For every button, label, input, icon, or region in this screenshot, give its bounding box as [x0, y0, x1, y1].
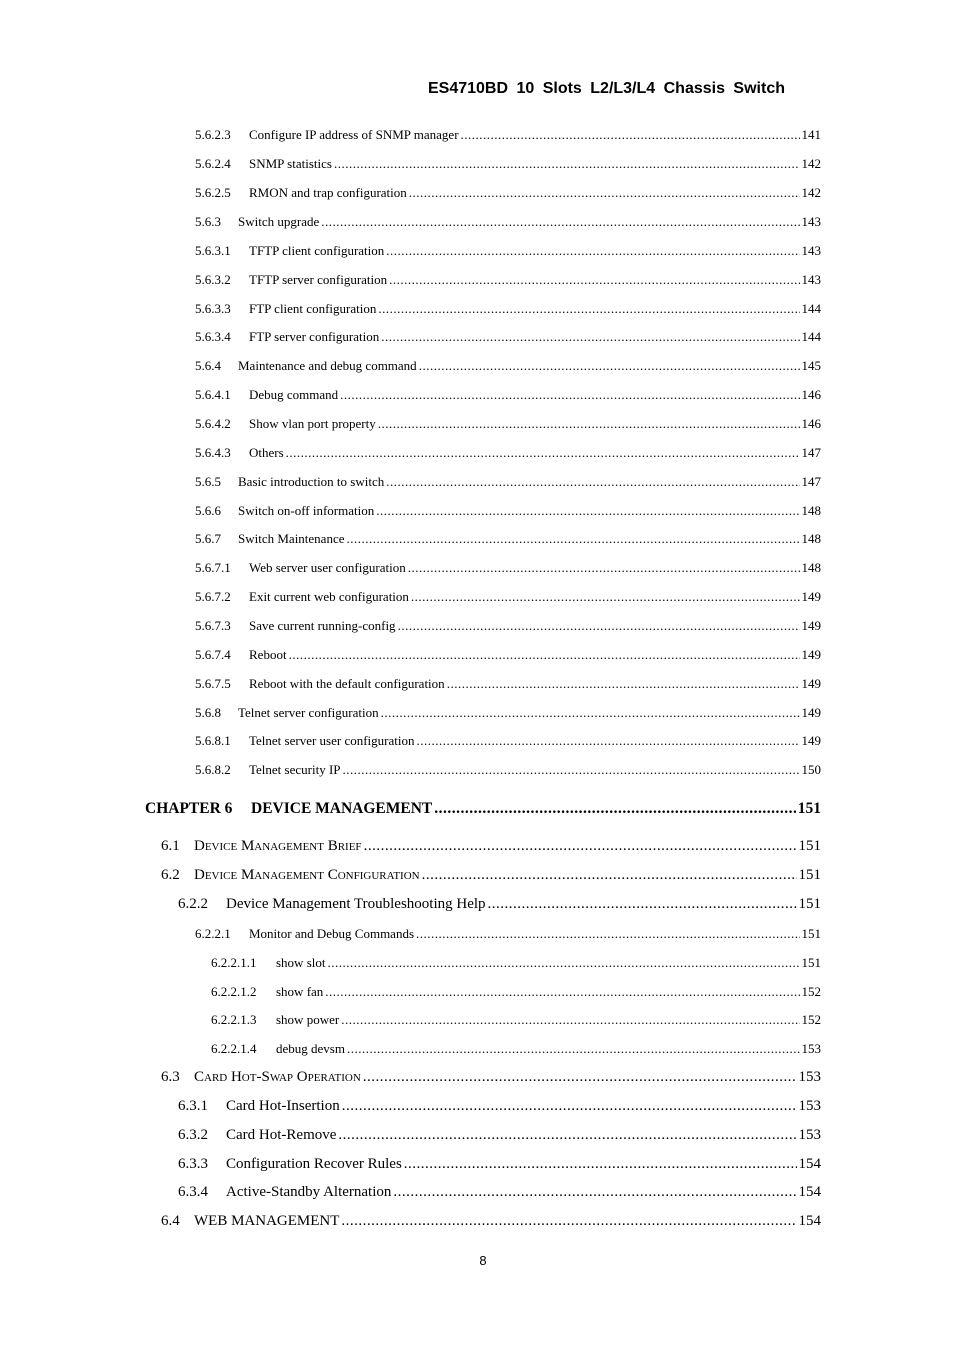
- toc-dot-leader: [393, 1184, 796, 1201]
- toc-entry-page: 149: [801, 705, 821, 720]
- toc-entry-title: Configure IP address of SNMP manager: [249, 127, 459, 142]
- toc-entry-page: 150: [801, 762, 821, 777]
- toc-entry-number: 5.6.8.2: [195, 762, 231, 777]
- toc-entry-number: 6.3.1: [178, 1098, 208, 1114]
- toc-entry[interactable]: [195, 387, 821, 403]
- toc-entry-page: 149: [801, 618, 821, 633]
- toc-dot-leader: [434, 800, 795, 818]
- toc-entry-number: 5.6.7: [195, 531, 221, 546]
- toc-entry-title: show power: [276, 1012, 340, 1027]
- toc-entry-title: Configuration Recover Rules: [226, 1156, 402, 1172]
- toc-entry-title: TFTP client configuration: [249, 243, 385, 258]
- toc-dot-leader: [404, 1156, 797, 1173]
- toc-entry[interactable]: [178, 1156, 821, 1173]
- toc-dot-leader: [327, 955, 799, 971]
- toc-dot-leader: [381, 329, 799, 345]
- toc-entry-number: 6.3.2: [178, 1127, 208, 1143]
- toc-entry[interactable]: [195, 647, 821, 663]
- toc-entry-page: 144: [801, 329, 821, 344]
- toc-entry-title: Exit current web configuration: [249, 589, 409, 604]
- toc-dot-leader: [378, 301, 799, 317]
- toc-dot-leader: [409, 185, 800, 201]
- toc-entry-title: Switch upgrade: [238, 214, 320, 229]
- toc-entry-page: 153: [798, 1127, 821, 1143]
- toc-dot-leader: [343, 762, 800, 778]
- toc-entry-page: 153: [798, 1098, 821, 1114]
- toc-entry-title: Debug command: [249, 387, 339, 402]
- toc-entry-title: Reboot: [249, 647, 287, 662]
- toc-entry[interactable]: [195, 416, 821, 432]
- toc-entry[interactable]: [161, 1069, 821, 1086]
- toc-entry-page: 143: [801, 272, 821, 287]
- toc-entry-title: Show vlan port property: [249, 416, 376, 431]
- toc-entry[interactable]: [161, 838, 821, 855]
- toc-entry-title: debug devsm: [276, 1041, 345, 1056]
- toc-entry-page: 143: [801, 214, 821, 229]
- toc-dot-leader: [289, 647, 800, 663]
- toc-entry[interactable]: [178, 1098, 821, 1115]
- toc-entry[interactable]: [161, 1213, 821, 1230]
- toc-entry-page: 148: [801, 560, 821, 575]
- toc-dot-leader: [411, 589, 800, 605]
- toc-entry-number: 6.2.2: [178, 896, 208, 912]
- toc-entry-title: Telnet server user configuration: [249, 733, 415, 748]
- document-header: ES4710BD 10 Slots L2/L3/L4 Chassis Switch: [427, 80, 785, 97]
- toc-entry-page: 154: [798, 1213, 821, 1229]
- toc-dot-leader: [321, 214, 799, 230]
- toc-entry[interactable]: [195, 243, 821, 259]
- toc-entry[interactable]: [178, 1184, 821, 1201]
- toc-entry-title: Others: [249, 445, 284, 460]
- toc-entry-page: 151: [801, 955, 821, 970]
- toc-entry[interactable]: [195, 474, 821, 490]
- toc-entry-page: 147: [801, 445, 821, 460]
- toc-entry-number: 5.6.4: [195, 358, 221, 373]
- toc-dot-leader: [416, 926, 799, 942]
- toc-entry-page: 149: [801, 647, 821, 662]
- toc-entry-number: 5.6.6: [195, 503, 221, 518]
- toc-entry[interactable]: [178, 1127, 821, 1144]
- toc-entry-number: 5.6.2.3: [195, 127, 231, 142]
- toc-entry-page: 151: [798, 838, 821, 854]
- toc-entry-title: Web server user configuration: [249, 560, 406, 575]
- toc-entry-number: 6.2.2.1.2: [211, 984, 257, 999]
- toc-entry-number: 5.6.4.1: [195, 387, 231, 402]
- toc-dot-leader: [398, 618, 800, 634]
- toc-entry[interactable]: [195, 301, 821, 317]
- toc-dot-leader: [381, 705, 800, 721]
- toc-entry[interactable]: [195, 127, 821, 143]
- toc-entry-page: 152: [801, 1012, 821, 1027]
- toc-dot-leader: [364, 838, 797, 855]
- toc-entry-title: Reboot with the default configuration: [249, 676, 445, 691]
- toc-entry-title: Card Hot-Insertion: [226, 1098, 340, 1114]
- toc-dot-leader: [334, 156, 800, 172]
- toc-entry[interactable]: [145, 800, 821, 818]
- toc-dot-leader: [447, 676, 800, 692]
- toc-dot-leader: [378, 416, 800, 432]
- toc-entry-page: 144: [801, 301, 821, 316]
- toc-dot-leader: [408, 560, 800, 576]
- toc-entry-page: 153: [798, 1069, 821, 1085]
- toc-dot-leader: [342, 1098, 797, 1115]
- toc-entry-title: Card Hot-Swap Operation: [194, 1069, 361, 1085]
- toc-entry[interactable]: [195, 329, 821, 345]
- toc-entry-title: Monitor and Debug Commands: [249, 926, 415, 941]
- toc-entry-number: 5.6.8: [195, 705, 221, 720]
- toc-entry[interactable]: [211, 1041, 821, 1057]
- toc-entry-title: Device Management Configuration: [194, 867, 420, 883]
- toc-entry-number: 5.6.4.3: [195, 445, 231, 460]
- toc-entry[interactable]: [195, 214, 821, 230]
- toc-dot-leader: [422, 867, 797, 884]
- toc-entry-number: 5.6.7.3: [195, 618, 231, 633]
- toc-entry-number: 6.3: [161, 1069, 180, 1085]
- toc-dot-leader: [461, 127, 800, 143]
- toc-entry[interactable]: [195, 762, 821, 778]
- toc-dot-leader: [325, 984, 799, 1000]
- toc-entry-page: 148: [801, 531, 821, 546]
- toc-entry-title: FTP server configuration: [249, 329, 380, 344]
- toc-entry-number: 5.6.8.1: [195, 733, 231, 748]
- toc-entry-title: show slot: [276, 955, 326, 970]
- toc-entry-page: 141: [801, 127, 821, 142]
- toc-entry-title: Telnet server configuration: [238, 705, 379, 720]
- toc-entry[interactable]: [195, 156, 821, 172]
- toc-entry-title: TFTP server configuration: [249, 272, 388, 287]
- toc-entry-number: 6.4: [161, 1213, 180, 1229]
- toc-entry-number: 5.6.7.1: [195, 560, 231, 575]
- toc-entry-title: DEVICE MANAGEMENT: [251, 800, 433, 817]
- toc-entry-page: 154: [798, 1156, 821, 1172]
- toc-dot-leader: [488, 896, 797, 913]
- toc-entry-number: 5.6.3: [195, 214, 221, 229]
- toc-entry-page: 146: [801, 416, 821, 431]
- toc-entry-page: 151: [798, 896, 821, 912]
- toc-dot-leader: [419, 358, 800, 374]
- toc-entry-number: 5.6.3.3: [195, 301, 231, 316]
- toc-entry-page: 149: [801, 589, 821, 604]
- toc-dot-leader: [376, 503, 799, 519]
- toc-entry[interactable]: [195, 560, 821, 576]
- toc-entry-number: 5.6.2.5: [195, 185, 231, 200]
- toc-entry-title: Telnet security IP: [249, 762, 341, 777]
- toc-entry-number: 6.3.3: [178, 1156, 208, 1172]
- toc-dot-leader: [286, 445, 800, 461]
- toc-entry[interactable]: [211, 955, 821, 971]
- toc-entry-number: 5.6.2.4: [195, 156, 231, 171]
- toc-entry-title: Maintenance and debug command: [238, 358, 417, 373]
- toc-entry[interactable]: [195, 705, 821, 721]
- toc-dot-leader: [347, 1041, 800, 1057]
- toc-entry-number: 6.2.2.1: [195, 926, 231, 941]
- toc-entry-number: 5.6.3.1: [195, 243, 231, 258]
- toc-entry-title: Active-Standby Alternation: [226, 1184, 392, 1200]
- toc-entry-number: 5.6.4.2: [195, 416, 231, 431]
- toc-dot-leader: [347, 531, 800, 547]
- toc-entry[interactable]: [195, 676, 821, 692]
- toc-entry[interactable]: [195, 733, 821, 749]
- toc-entry-page: 149: [801, 733, 821, 748]
- toc-entry-page: 153: [801, 1041, 821, 1056]
- toc-entry-page: 146: [801, 387, 821, 402]
- toc-dot-leader: [340, 387, 799, 403]
- toc-entry-page: 142: [801, 185, 821, 200]
- toc-entry-title: Save current running-config: [249, 618, 396, 633]
- toc-entry-number: 5.6.3.2: [195, 272, 231, 287]
- toc-entry-title: SNMP statistics: [249, 156, 332, 171]
- toc-entry-number: 6.2.2.1.3: [211, 1012, 257, 1027]
- toc-entry[interactable]: [195, 272, 821, 288]
- toc-entry-number: 5.6.7.2: [195, 589, 231, 604]
- toc-entry-page: 145: [801, 358, 821, 373]
- toc-entry-page: 149: [801, 676, 821, 691]
- toc-entry-number: 5.6.7.5: [195, 676, 231, 691]
- toc-dot-leader: [417, 733, 800, 749]
- toc-entry[interactable]: [195, 926, 821, 942]
- toc-entry-title: WEB MANAGEMENT: [194, 1213, 340, 1229]
- toc-entry-title: Device Management Troubleshooting Help: [226, 896, 486, 912]
- toc-entry-title: Basic introduction to switch: [238, 474, 385, 489]
- toc-entry-page: 143: [801, 243, 821, 258]
- toc-entry-title: Device Management Brief: [194, 838, 362, 854]
- toc-entry[interactable]: [211, 1012, 821, 1028]
- toc-entry-page: 147: [801, 474, 821, 489]
- toc-dot-leader: [363, 1069, 797, 1086]
- toc-entry-number: 5.6.7.4: [195, 647, 231, 662]
- toc-entry-number: 5.6.3.4: [195, 329, 231, 344]
- toc-entry-number: 5.6.5: [195, 474, 221, 489]
- toc-entry-page: 148: [801, 503, 821, 518]
- toc-entry-number: 6.2: [161, 867, 180, 883]
- page-number: 8: [479, 1253, 487, 1268]
- toc-dot-leader: [389, 272, 799, 288]
- toc-dot-leader: [386, 243, 799, 259]
- toc-entry[interactable]: [195, 531, 821, 547]
- toc-entry-page: 152: [801, 984, 821, 999]
- toc-dot-leader: [341, 1012, 799, 1028]
- toc-entry[interactable]: [195, 185, 821, 201]
- toc-dot-leader: [386, 474, 799, 490]
- toc-entry[interactable]: [195, 589, 821, 605]
- toc-dot-leader: [341, 1213, 796, 1230]
- toc-entry-page: 151: [797, 800, 821, 817]
- toc-entry-page: 142: [801, 156, 821, 171]
- toc-entry-number: 6.2.2.1.1: [211, 955, 257, 970]
- toc-entry-page: 151: [801, 926, 821, 941]
- toc-entry-title: Switch on-off information: [238, 503, 375, 518]
- toc-entry[interactable]: [178, 896, 821, 913]
- toc-entry-page: 154: [798, 1184, 821, 1200]
- toc-entry[interactable]: [195, 503, 821, 519]
- toc-entry-number: 6.3.4: [178, 1184, 208, 1200]
- toc-entry[interactable]: [161, 867, 821, 884]
- toc-entry-number: CHAPTER 6: [145, 800, 233, 817]
- toc-entry-page: 151: [798, 867, 821, 883]
- toc-entry[interactable]: [195, 358, 821, 374]
- toc-entry[interactable]: [195, 445, 821, 461]
- toc-entry-number: 6.2.2.1.4: [211, 1041, 257, 1056]
- toc-entry-title: Switch Maintenance: [238, 531, 345, 546]
- toc-entry[interactable]: [211, 984, 821, 1000]
- toc-entry[interactable]: [195, 618, 821, 634]
- toc-entry-number: 6.1: [161, 838, 180, 854]
- toc-dot-leader: [338, 1127, 796, 1144]
- toc-entry-title: show fan: [276, 984, 324, 999]
- toc-entry-title: FTP client configuration: [249, 301, 377, 316]
- toc-entry-title: Card Hot-Remove: [226, 1127, 337, 1143]
- toc-entry-title: RMON and trap configuration: [249, 185, 407, 200]
